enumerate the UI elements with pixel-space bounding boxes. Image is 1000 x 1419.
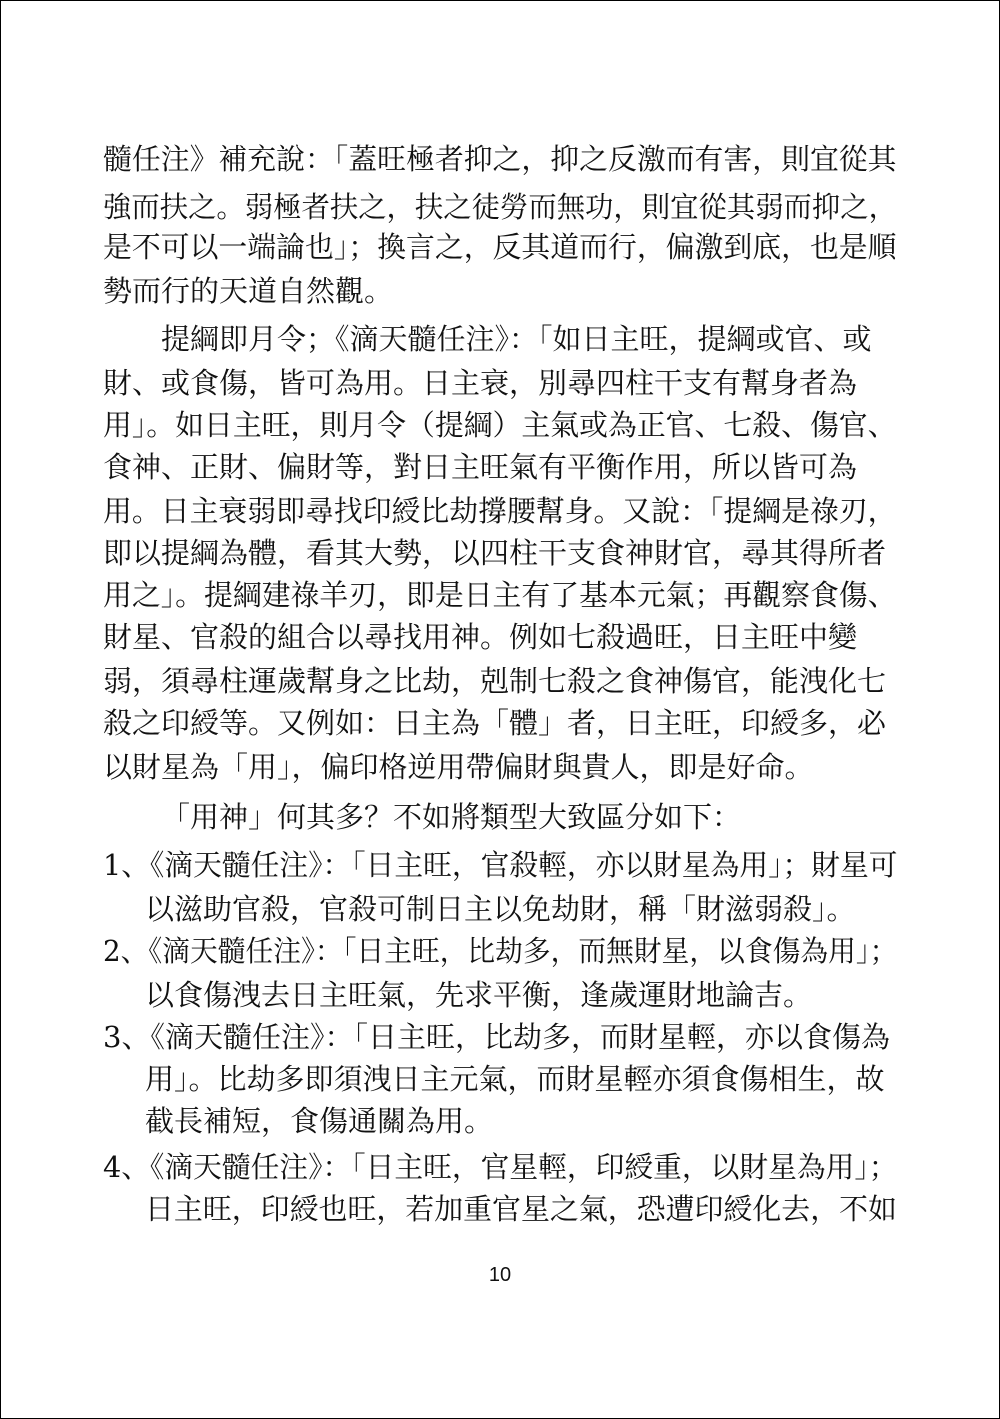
- paragraph-1-line-3: 是不可以一端論也」；換言之，反其道而行，偏激到底，也是順: [103, 230, 897, 264]
- list-item-text: 《滴天髓任注》：「日主旺，比劫多，而財星輕，亦以食傷為: [150, 1020, 890, 1054]
- list-item-number: 1: [103, 848, 122, 882]
- page-number: 10: [488, 1264, 512, 1286]
- paragraph-2-line-1: 提綱即月令；《滴天髓任注》：「如日主旺，提綱或官、或: [161, 322, 872, 356]
- paragraph-2-line-3: 用」。如日主旺，則月令（提綱）主氣或為正官、七殺、傷官、: [103, 408, 897, 442]
- paragraph-3-line-1: 「用神」何其多？不如將類型大致區分如下：: [161, 800, 742, 834]
- list-item-text: 《滴天髓任注》：「日主旺，官殺輕，亦以財星為用」；財星可: [150, 848, 898, 882]
- list-item-number: 2: [103, 934, 121, 968]
- list-item-text: 《滴天髓任注》：「日主旺，官星輕，印綬重，以財星為用」；: [150, 1150, 898, 1184]
- paragraph-2-line-7: 用之」。提綱建祿羊刃，即是日主有了基本元氣；再觀察食傷、: [103, 578, 897, 612]
- list-separator: 、: [121, 1150, 151, 1184]
- list-item-2-line-1: [103, 931, 897, 971]
- paragraph-2-line-2: 財、或食傷，皆可為用。日主衰，別尋四柱干支有幫身者為: [103, 366, 858, 400]
- list-separator: 、: [121, 1020, 151, 1054]
- list-item-1-line-2: 以滋助官殺，官殺可制日主以免劫財，稱「財滋弱殺」。: [145, 892, 856, 926]
- paragraph-2-line-8: 財星、官殺的組合以尋找用神。例如七殺過旺，日主旺中變: [103, 620, 858, 654]
- paragraph-2-line-10: 殺之印綬等。又例如：日主為「體」者，日主旺，印綬多，必: [103, 706, 887, 740]
- list-separator: 、: [120, 934, 149, 968]
- paragraph-2-line-9: 弱，須尋柱運歲幫身之比劫，剋制七殺之食神傷官，能洩化七: [103, 664, 887, 698]
- paragraph-1-line-2: 強而扶之。弱極者扶之，扶之徒勞而無功，則宜從其弱而抑之，: [103, 190, 897, 224]
- paragraph-2-line-11: 以財星為「用」，偏印格逆用帶偏財與貴人，即是好命。: [103, 750, 814, 784]
- list-item-3-line-1: [103, 1017, 890, 1057]
- list-item-1-line-1: [103, 845, 898, 885]
- list-separator: 、: [121, 848, 151, 882]
- paragraph-2-line-4: 食神、正財、偏財等，對日主旺氣有平衡作用，所以皆可為: [103, 450, 858, 484]
- list-item-3-line-3: 截長補短，食傷通關為用。: [145, 1104, 494, 1138]
- list-item-3-line-2: 用」。比劫多即須洩日主元氣，而財星輕亦須食傷相生，故: [145, 1062, 885, 1096]
- paragraph-2-line-5: 用。日主衰弱即尋找印綬比劫撐腰幫身。又說：「提綱是祿刃，: [103, 494, 897, 528]
- paragraph-1-line-1: 髓任注》補充說：「蓋旺極者抑之，抑之反激而有害，則宜從其: [103, 142, 897, 176]
- list-item-4-line-2: 日主旺，印綬也旺，若加重官星之氣，恐遭印綬化去，不如: [145, 1192, 897, 1226]
- list-item-number: 3: [103, 1020, 122, 1054]
- paragraph-1-line-4: 勢而行的天道自然觀。: [103, 274, 394, 308]
- paragraph-2-line-6: 即以提綱為體，看其大勢，以四柱干支食神財官，尋其得所者: [103, 536, 887, 570]
- list-item-4-line-1: [103, 1147, 898, 1187]
- list-item-2-line-2: 以食傷洩去日主旺氣，先求平衡，逢歲運財地論吉。: [145, 978, 813, 1012]
- list-item-number: 4: [103, 1150, 122, 1184]
- list-item-text: 《滴天髓任注》：「日主旺，比劫多，而無財星，以食傷為用」；: [148, 934, 898, 968]
